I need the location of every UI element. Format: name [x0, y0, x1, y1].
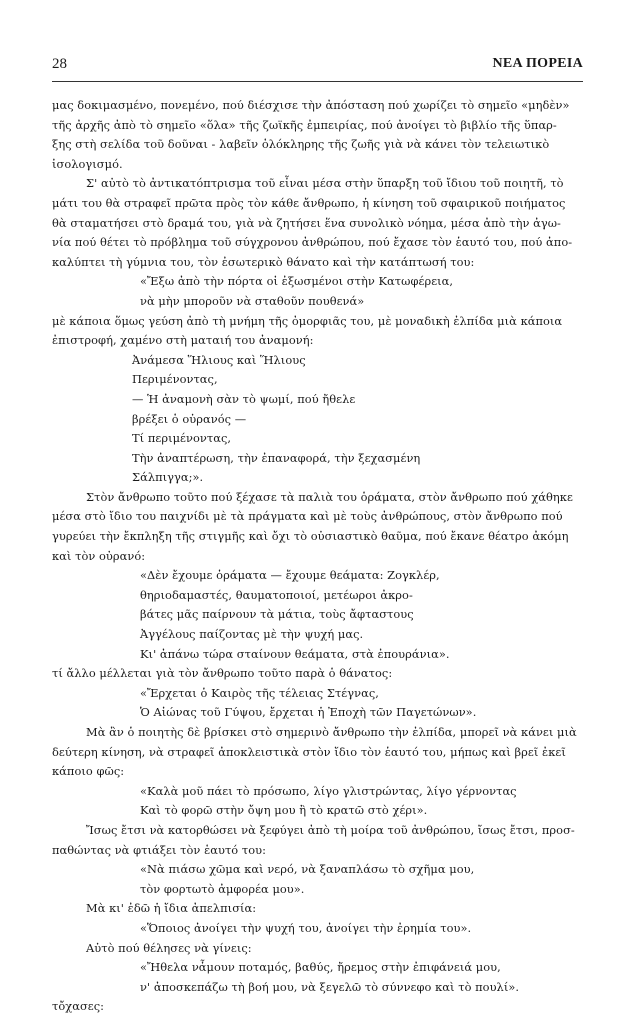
page-number: 28 — [52, 56, 67, 72]
text-line: καὶ τὸν οὐρανό: — [52, 548, 146, 563]
header-rule — [52, 81, 583, 82]
quote-line: Ἀνάμεσα Ἥλιους καὶ Ἥλιους — [132, 352, 306, 367]
text-line: ἰσολογισμό. — [52, 156, 123, 171]
quote-line: θηριοδαμαστές, θαυματοποιοί, μετέωροι ἀκρο- — [140, 587, 413, 602]
quote-line: Κι' ἀπάνω τώρα σταίνουν θεάματα, στὰ ἐπουράνια». — [140, 646, 450, 661]
text-line: παθώντας νὰ φτιάξει τὸν ἑαυτό του: — [52, 842, 267, 857]
journal-title: ΝΕΑ ΠΟΡΕΙΑ — [492, 56, 583, 71]
quote-line: Καὶ τὸ φορῶ στὴν ὄψη μου ἢ τὸ κρατῶ στὸ χέρι». — [140, 803, 428, 818]
text-line: δεύτερη κίνηση, νὰ στραφεῖ ἀποκλειστικὰ στὸν ἴδιο τὸν ἑαυτό του, μήπως καὶ βρεῖ ἐκεῖ — [52, 744, 566, 759]
text-line: καλύπτει τὴ γύμνια του, τὸν ἐσωτερικὸ θάνατο καὶ τὴν κατάπτωσή του: — [52, 254, 475, 269]
text-line: Σ' αὐτὸ τὸ ἀντικατόπτρισμα τοῦ εἶναι μέσα στὴν ὕπαρξη τοῦ ἴδιου τοῦ ποιητῆ, τὸ — [86, 176, 564, 191]
text-line: τὄχασες: — [52, 999, 105, 1014]
article-body — [52, 96, 583, 1017]
text-line: τί ἄλλο μέλλεται γιὰ τὸν ἄνθρωπο τοῦτο παρὰ ὁ θάνατος: — [52, 666, 393, 681]
quote-line: «Νὰ πιάσω χῶμα καὶ νερό, νὰ ξαναπλάσω τὸ σχῆμα μου, — [140, 862, 475, 877]
quote-line: βάτες μᾶς παίρνουν τὰ μάτια, τοὺς ἄφταστους — [140, 607, 414, 622]
quote-line: Περιμένοντας, — [132, 372, 218, 387]
quote-line: Τὴν ἀναπτέρωση, τὴν ἐπαναφορά, τὴν ξεχασμένη — [132, 450, 421, 465]
quote-line: νὰ μὴν μποροῦν νὰ σταθοῦν πουθενά» — [140, 293, 365, 308]
text-line: νία πού θέτει τὸ πρόβλημα τοῦ σύγχρονου ἀνθρώπου, πού ἔχασε τὸν ἑαυτό του, πού ἀπο- — [52, 235, 573, 250]
quote-line: «Ὅποιος ἀνοίγει τὴν ψυχή του, ἀνοίγει τὴν ἐρημία του». — [140, 920, 472, 935]
quote-line: Ἀγγέλους παίζοντας μὲ τὴν ψυχή μας. — [140, 627, 364, 642]
text-line: μας δοκιμασμένο, πονεμένο, πού διέσχισε τὴν ἀπόσταση πού χωρίζει τὸ σημεῖο «μηδὲν» — [52, 98, 570, 112]
quote-line: «Ἔξω ἀπὸ τὴν πόρτα οἱ ἐξωσμένοι στὴν Κατωφέρεια, — [140, 274, 454, 289]
quote-line: Τί περιμένοντας, — [132, 431, 232, 446]
page-header — [52, 56, 583, 78]
text-line: ἐπιστροφή, χαμένο στὴ ματαιή του ἀναμονή: — [52, 333, 314, 348]
quote-line: Σάλπιγγα;». — [132, 470, 204, 485]
quote-line: «Καλὰ μοῦ πάει τὸ πρόσωπο, λίγο γλιστρώντας, λίγο γέρνοντας — [140, 783, 517, 798]
quote-line: Ὁ Αἰώνας τοῦ Γύψου, ἔρχεται ἡ Ἐποχὴ τῶν Παγετώνων». — [140, 705, 477, 720]
quote-line: «Δὲν ἔχουμε ὁράματα — ἔχουμε θεάματα: Ζογκλέρ, — [140, 568, 440, 583]
quote-line: «Ἤθελα νἆμουν ποταμός, βαθύς, ἤρεμος στὴν ἐπιφάνειά μου, — [140, 960, 501, 975]
quote-line: «Ἔρχεται ὁ Καιρὸς τῆς τέλειας Στέγνας, — [140, 685, 379, 700]
text-line: μέσα στὸ ἴδιο του παιχνίδι μὲ τὰ πράγματα καὶ μὲ τοὺς ἀνθρώπους, στὸν ἄνθρωπο πού — [52, 509, 563, 524]
quote-line: βρέξει ὁ οὐρανός — — [132, 411, 247, 426]
text-line: Μὰ κι' ἐδῶ ἡ ἴδια ἀπελπισία: — [86, 901, 257, 916]
text-line: μὲ κάποια ὅμως γεύση ἀπὸ τὴ μνήμη τῆς ὀμορφιᾶς του, μὲ μοναδικὴ ἐλπίδα μιὰ κάποια — [52, 313, 563, 328]
text-line: ξης στὴ σελίδα τοῦ δοῦναι - λαβεῖν ὁλόκληρης τῆς ζωῆς γιὰ νὰ κάνει τὸν τελειωτικὸ — [52, 137, 550, 152]
quote-line: — Ἡ ἀναμονὴ σὰν τὸ ψωμί, πού ἤθελε — [132, 391, 356, 406]
text-line: μάτι του θὰ στραφεῖ πρῶτα πρὸς τὸν κάθε ἄνθρωπο, ἡ κίνηση τοῦ σφαιρικοῦ ποιήματος — [52, 195, 566, 210]
text-line: τῆς ἀρχῆς ἀπὸ τὸ σημεῖο «ὅλα» τῆς ζωϊκῆς ἐμπειρίας, πού ἀνοίγει τὸ βιβλίο τῆς ὕπαρ- — [52, 117, 557, 132]
text-line: κάποιο φῶς: — [52, 764, 125, 779]
text-line: Μὰ ἂν ὁ ποιητὴς δὲ βρίσκει στὸ σημερινὸ ἄνθρωπο τὴν ἐλπίδα, μπορεῖ νὰ κάνει μιὰ — [86, 725, 577, 739]
text-line: θὰ σταματήσει στὸ δραμά του, γιὰ νὰ ζητήσει ἕνα συνολικὸ νόημα, μέσα ἀπὸ τὴν ἀγω- — [52, 215, 561, 230]
text-line: Αὐτὸ πού θέλησες νὰ γίνεις: — [86, 940, 252, 955]
text-line: Στὸν ἄνθρωπο τοῦτο πού ξέχασε τὰ παλιὰ του ὁράματα, στὸν ἄνθρωπο πού χάθηκε — [86, 489, 573, 504]
text-line: Ἴσως ἔτσι νὰ κατορθώσει νὰ ξεφύγει ἀπὸ τὴ μοίρα τοῦ ἀνθρώπου, ἴσως ἔτσι, προσ- — [86, 822, 575, 837]
quote-line: ν' ἀποσκεπάζω τὴ βοή μου, νὰ ξεγελῶ τὸ σύννεφο καὶ τὸ πουλί». — [140, 979, 520, 994]
quote-line: τὸν φορτωτὸ ἀμφορέα μου». — [140, 881, 305, 896]
text-line: γυρεύει τὴν ἔκπληξη τῆς στιγμῆς καὶ ὄχι τὸ οὐσιαστικὸ θαῦμα, πού ἔκανε θέατρο ἀκόμη — [52, 529, 569, 544]
